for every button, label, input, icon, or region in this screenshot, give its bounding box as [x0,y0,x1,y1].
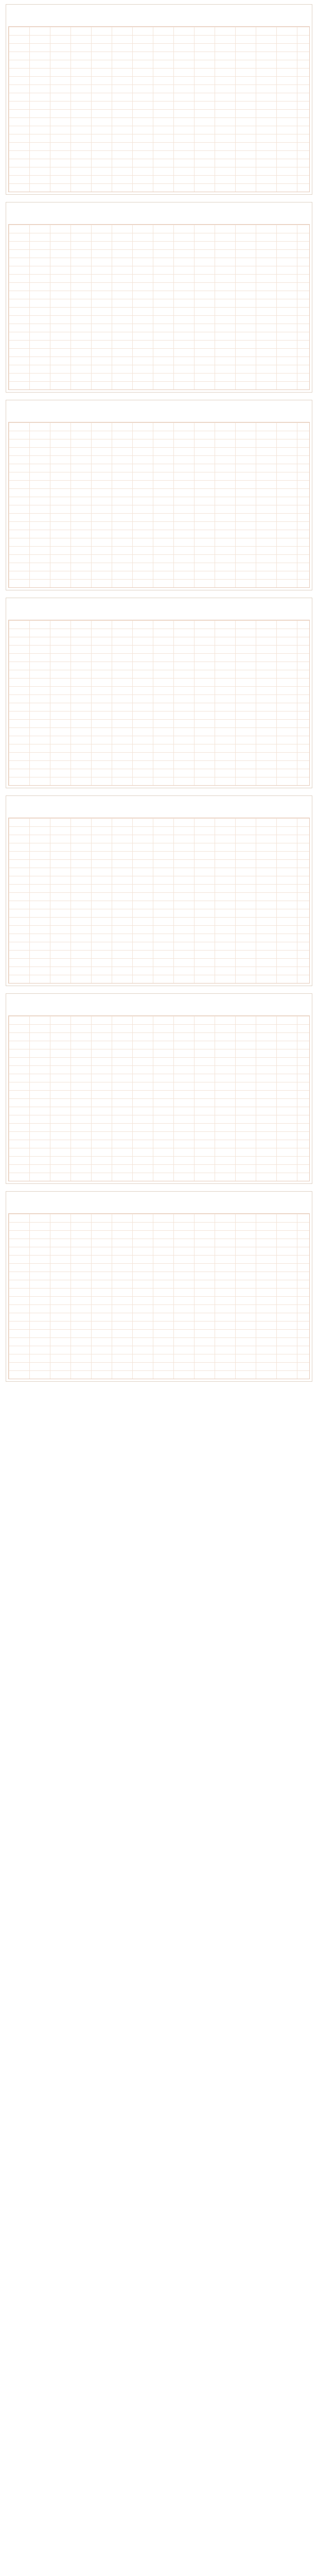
section-4 [6,598,312,788]
stats-table [8,620,310,786]
page [6,0,312,1401]
section-title [6,1192,312,1211]
stats-table [8,1213,310,1379]
section-5 [6,795,312,986]
stats-table [8,422,310,588]
section-7 [6,1191,312,1382]
section-title [6,202,312,222]
section-6 [6,993,312,1184]
section-title [6,5,312,24]
section-title [6,598,312,618]
section-title [6,994,312,1013]
section-title [6,796,312,816]
section-2 [6,202,312,393]
stats-table [8,224,310,390]
section-1 [6,4,312,195]
stats-table [8,1015,310,1181]
stats-table [8,818,310,984]
section-3 [6,400,312,590]
section-title [6,400,312,420]
stats-table [8,26,310,192]
